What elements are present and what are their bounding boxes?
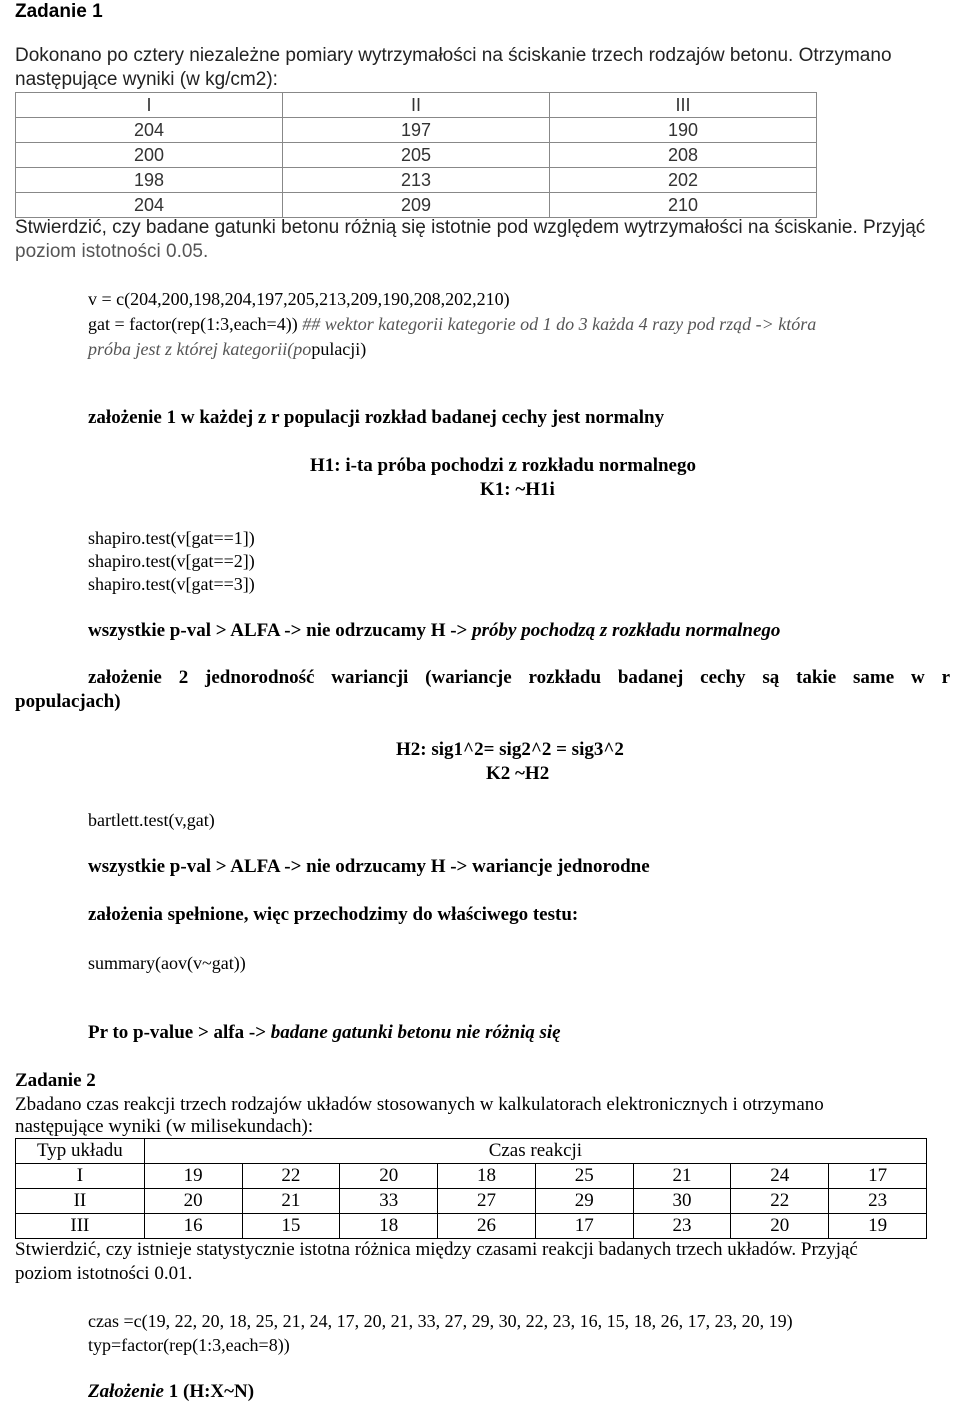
table-cell: 16 bbox=[144, 1214, 242, 1239]
hypothesis-h1: H1: i-ta próba pochodzi z rozkładu normalnego bbox=[310, 455, 696, 476]
table-row bbox=[16, 118, 817, 143]
table-cell: 15 bbox=[242, 1214, 340, 1239]
table-header-cell: II bbox=[283, 93, 550, 118]
table-cell: 213 bbox=[283, 168, 550, 193]
assumption2-line1 bbox=[88, 666, 950, 690]
table-cell: 25 bbox=[535, 1164, 633, 1189]
table-row-label: I bbox=[16, 1164, 145, 1189]
hypothesis-h2: H2: sig1^2= sig2^2 = sig3^2 bbox=[396, 739, 624, 760]
table-cell: 23 bbox=[829, 1189, 927, 1214]
table-cell: 17 bbox=[829, 1164, 927, 1189]
code-factor-gat-text: gat = factor(rep(1:3,each=4)) bbox=[88, 314, 298, 334]
table-header-cell: I bbox=[16, 93, 283, 118]
code-summary: summary(aov(v~gat)) bbox=[88, 953, 246, 973]
table-cell: 20 bbox=[340, 1164, 438, 1189]
table-cell: 29 bbox=[535, 1189, 633, 1214]
conclusion2: wszystkie p-val > ALFA -> nie odrzucamy H -> wariancje jednorodne bbox=[88, 856, 650, 877]
table-header-time: Czas reakcji bbox=[144, 1139, 926, 1164]
assumption2-line2: populacjach) bbox=[15, 691, 121, 712]
task2-data-table bbox=[15, 1138, 927, 1239]
task2-question-line1: Stwierdzić, czy istnieje statystycznie istotna różnica między czasami reakcji badanych trzech układów. Przyjąć bbox=[15, 1239, 858, 1260]
code-typ: typ=factor(rep(1:3,each=8)) bbox=[88, 1335, 290, 1355]
table-cell: 198 bbox=[16, 168, 283, 193]
table-cell: 23 bbox=[633, 1214, 731, 1239]
table-row bbox=[16, 168, 817, 193]
table-cell: 20 bbox=[731, 1214, 829, 1239]
table-cell: 20 bbox=[144, 1189, 242, 1214]
table-row bbox=[16, 143, 817, 168]
table-header-type: Typ układu bbox=[16, 1139, 145, 1164]
task2-assumption-text: 1 (H:X~N) bbox=[164, 1381, 255, 1402]
assumption2-line1-text: założenie 2 jednorodność wariancji (wariancje rozkładu badanej cechy są takie same w r bbox=[88, 667, 950, 688]
table-cell: 208 bbox=[550, 143, 817, 168]
task1-heading: Zadanie 1 bbox=[15, 1, 103, 22]
table-cell: 22 bbox=[242, 1164, 340, 1189]
table-header-row bbox=[16, 93, 817, 118]
task2-assumption1 bbox=[88, 1380, 254, 1404]
table-header-row bbox=[16, 1139, 927, 1164]
table-cell: 204 bbox=[16, 193, 283, 218]
task2-assumption-italic: Założenie bbox=[88, 1381, 164, 1402]
table-cell: 24 bbox=[731, 1164, 829, 1189]
assumptions-met: założenia spełnione, więc przechodzimy do właściwego testu: bbox=[88, 904, 579, 925]
table-cell: 205 bbox=[283, 143, 550, 168]
table-header-cell: III bbox=[550, 93, 817, 118]
table-cell: 19 bbox=[829, 1214, 927, 1239]
table-row bbox=[16, 1214, 927, 1239]
code-comment-plain: pulacji) bbox=[311, 339, 367, 359]
assumption1: założenie 1 w każdej z r populacji rozkład badanej cechy jest normalny bbox=[88, 407, 665, 428]
table-cell: 209 bbox=[283, 193, 550, 218]
table-cell: 190 bbox=[550, 118, 817, 143]
table-cell: 197 bbox=[283, 118, 550, 143]
conclusion1 bbox=[88, 619, 780, 643]
table-cell: 210 bbox=[550, 193, 817, 218]
table-cell: 18 bbox=[438, 1164, 536, 1189]
table-cell: 17 bbox=[535, 1214, 633, 1239]
table-cell: 27 bbox=[438, 1189, 536, 1214]
task2-heading: Zadanie 2 bbox=[15, 1070, 96, 1091]
conclusion1-italic: próby pochodzą z rozkładu normalnego bbox=[472, 620, 781, 641]
final-conclusion bbox=[88, 1021, 561, 1045]
task1-question-line2: poziom istotności 0.05. bbox=[15, 241, 209, 262]
table-row bbox=[16, 193, 817, 218]
conclusion1-text: wszystkie p-val > ALFA -> nie odrzucamy H -> bbox=[88, 620, 473, 641]
task2-intro-line2: następujące wyniki (w milisekundach): bbox=[15, 1116, 314, 1137]
final-conclusion-text: Pr to p-value > alfa -> bbox=[88, 1022, 271, 1043]
code-comment-continued bbox=[88, 337, 366, 361]
code-shapiro-2: shapiro.test(v[gat==2]) bbox=[88, 551, 255, 571]
table-cell: 19 bbox=[144, 1164, 242, 1189]
final-conclusion-italic: badane gatunki betonu nie różnią się bbox=[270, 1022, 561, 1043]
table-cell: 200 bbox=[16, 143, 283, 168]
task1-question-line1: Stwierdzić, czy badane gatunki betonu różnią się istotnie pod względem wytrzymałości na ściskanie. Przyjąć bbox=[15, 217, 926, 238]
code-bartlett: bartlett.test(v,gat) bbox=[88, 810, 215, 830]
table-row bbox=[16, 1189, 927, 1214]
task2-question-line2: poziom istotności 0.01. bbox=[15, 1263, 193, 1284]
table-cell: 21 bbox=[242, 1189, 340, 1214]
task1-data-table bbox=[15, 92, 817, 218]
code-comment-italic: próba jest z której kategorii(po bbox=[88, 339, 312, 359]
table-cell: 21 bbox=[633, 1164, 731, 1189]
table-cell: 33 bbox=[340, 1189, 438, 1214]
table-row-label: II bbox=[16, 1189, 145, 1214]
table-row-label: III bbox=[16, 1214, 145, 1239]
code-czas: czas =c(19, 22, 20, 18, 25, 21, 24, 17, 20, 21, 33, 27, 29, 30, 22, 23, 16, 15, 18, 26, 17, 23, 20, 19) bbox=[88, 1311, 793, 1331]
code-shapiro-1: shapiro.test(v[gat==1]) bbox=[88, 528, 255, 548]
hypothesis-k2: K2 ~H2 bbox=[486, 763, 550, 784]
code-factor-gat bbox=[88, 312, 816, 336]
table-cell: 18 bbox=[340, 1214, 438, 1239]
code-shapiro-3: shapiro.test(v[gat==3]) bbox=[88, 574, 255, 594]
table-cell: 26 bbox=[438, 1214, 536, 1239]
table-cell: 22 bbox=[731, 1189, 829, 1214]
task1-intro-line2: następujące wyniki (w kg/cm2): bbox=[15, 69, 278, 90]
table-cell: 202 bbox=[550, 168, 817, 193]
task2-intro-line1: Zbadano czas reakcji trzech rodzajów układów stosowanych w kalkulatorach elektronicznych i otrzymano bbox=[15, 1094, 824, 1115]
task1-intro-line1: Dokonano po cztery niezależne pomiary wytrzymałości na ściskanie trzech rodzajów betonu. Otrzymano bbox=[15, 45, 892, 66]
table-row bbox=[16, 1164, 927, 1189]
table-cell: 30 bbox=[633, 1189, 731, 1214]
hypothesis-k1: K1: ~H1i bbox=[480, 479, 555, 500]
table-cell: 204 bbox=[16, 118, 283, 143]
code-vector-v: v = c(204,200,198,204,197,205,213,209,190,208,202,210) bbox=[88, 289, 510, 309]
code-comment: ## wektor kategorii kategorie od 1 do 3 każda 4 razy pod rząd -> która bbox=[297, 314, 817, 334]
